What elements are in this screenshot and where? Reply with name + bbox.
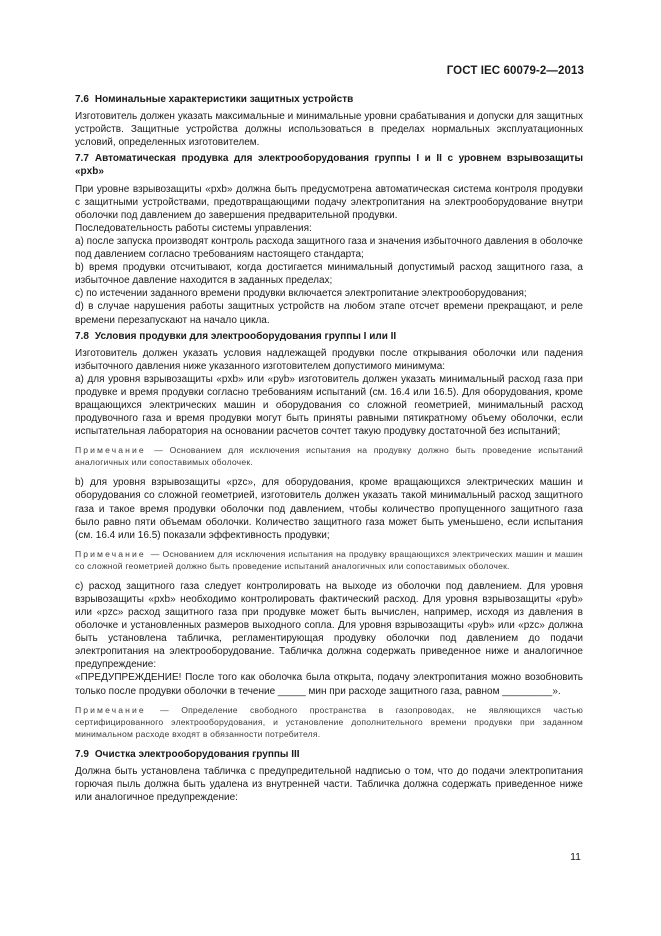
section-7-7-heading [75,152,583,178]
section-title: Очистка электрооборудования группы III [94,748,300,760]
list-item: c) по истечении заданного времени продувки включается электропитание электрооборудования; [75,288,527,300]
section-7-6-heading [75,93,583,106]
page-number: 11 [570,851,581,863]
paragraph: При уровне взрывозащиты «pxb» должна быть предусмотрена автоматическая система контроля продувки с защитными устройствами, предотвращающими подачу электропитания на электрооборудование внутри оболочки под давлением до завершения предварительной продувки. [75,183,583,221]
section-number: 7.9 [75,748,89,760]
note-label: Примечание [75,704,146,715]
note-label: Примечание [75,548,146,559]
list-item: b) для уровня взрывозащиты «pzc», для оборудования, кроме вращающихся электрических машин и оборудования со сложной геометрией, изготовитель должен указать такой минимальный расход защитного газа и такое время продувки оболочки под давлением, чтобы количество пропущенного защитного газа было равно пяти объемам оболочки. Количество защитного газа может быть уменьшено, если испытания (см. 16.4 или 16.5) показали эффективность продувки; [75,477,583,541]
note [75,704,583,740]
standard-header: ГОСТ IEC 60079-2—2013 [446,65,584,77]
paragraph: Изготовитель должен указать условия надлежащей продувки после открывания оболочки или падения избыточного давления ниже указанного изготовителем допустимого минимума: [75,347,583,372]
section-number: 7.7 [75,153,89,165]
note-label: Примечание [75,445,146,456]
section-number: 7.6 [75,94,89,105]
note [75,548,583,572]
list-item: a) после запуска производят контроль расхода защитного газа и значения избыточного давления в оболочке под давлением согласно требованиям настоящего стандарта; [75,235,583,261]
note [75,444,583,468]
note-text: — Определение свободного пространства в газопроводах, не являющихся частью сертифицированного электрооборудования, и установление дополнительного времени продувки при заданном минимальном расходе входят в обязанности потребителя. [75,704,583,739]
list-item: a) для уровня взрывозащиты «pxb» или «pyb» изготовитель должен указать минимальный расход газа при продувке и время продувки согласно требованиям испытаний (см. 16.4 или 16.5). Для оборудования, кроме вращающихся электрических машин и оборудования со сложной геометрией, минимальный расход продувочного газа и время продувки могут быть приняты равными пятикратному объему оболочки, если испытательная лаборатория на основании расчетов сочтет такую продувку достаточной без испытаний; [75,373,583,438]
document-body [75,93,583,804]
warning-text: «ПРЕДУПРЕЖДЕНИЕ! После того как оболочка была открыта, подачу электропитания можно возобновить только после продувки оболочки в течение _____ мин при расходе защитного газа, равном _________». [75,672,583,697]
paragraph: Последовательность работы системы управления: [75,222,312,234]
section-title: Условия продувки для электрооборудования группы I или II [94,330,397,342]
note-text: — Основанием для исключения испытания на продувку вращающихся электрических машин и машин со сложной геометрией должно быть проведение испытаний аналогичных или сопоставимых оболочек. [75,548,583,571]
section-7-8-heading [75,330,583,343]
list-item: d) в случае нарушения работы защитных устройств на любом этапе отсчет времени прекращают, и реле времени перезапускают на начало цикла. [75,301,583,326]
section-7-9-heading [75,748,583,761]
section-number: 7.8 [75,330,89,342]
list-item: b) время продувки отсчитывают, когда достигается минимальный допустимый расход защитного газа, а избыточное давление находится в заданных пределах; [75,262,583,287]
note-text: — Основанием для исключения испытания на продувку должно быть проведение испытаний аналогичных или сопоставимых оболочек. [75,445,583,468]
section-title: Автоматическая продувка для электрооборудования группы I и II с уровнем взрывозащиты «pxb» [75,153,583,178]
list-item: c) расход защитного газа следует контролировать на выходе из оболочки под давлением. Для уровня взрывозащиты «pxb» необходимо контролировать фактический расход. Для уровня взрывозащиты «pyb» или «pzc» расход защитного газа при продувке может быть вычислен, например, исходя из давления в оболочке и установленных размеров выходного сопла. Для уровня взрывозащиты «pyb» или «pzc» должна быть установлена табличка, регламентирующая продувку оболочки под давлением до подачи электропитания на электрооборудование. Табличка должна содержать приведенное ниже и аналогичное предупреждение: [75,580,583,671]
section-title: Номинальные характеристики защитных устройств [94,94,354,105]
paragraph: Должна быть установлена табличка с предупредительной надписью о том, что до подачи электропитания горючая пыль должна быть удалена из внутренней части. Табличка должна содержать приведенное ниже или аналогичное предупреждение: [75,765,583,803]
paragraph: Изготовитель должен указать максимальные и минимальные уровни срабатывания и допуски для защитных устройств. Защитные устройства должны использоваться в пределах нормальных эксплуатационных условий, определенных изготовителем. [75,111,583,149]
